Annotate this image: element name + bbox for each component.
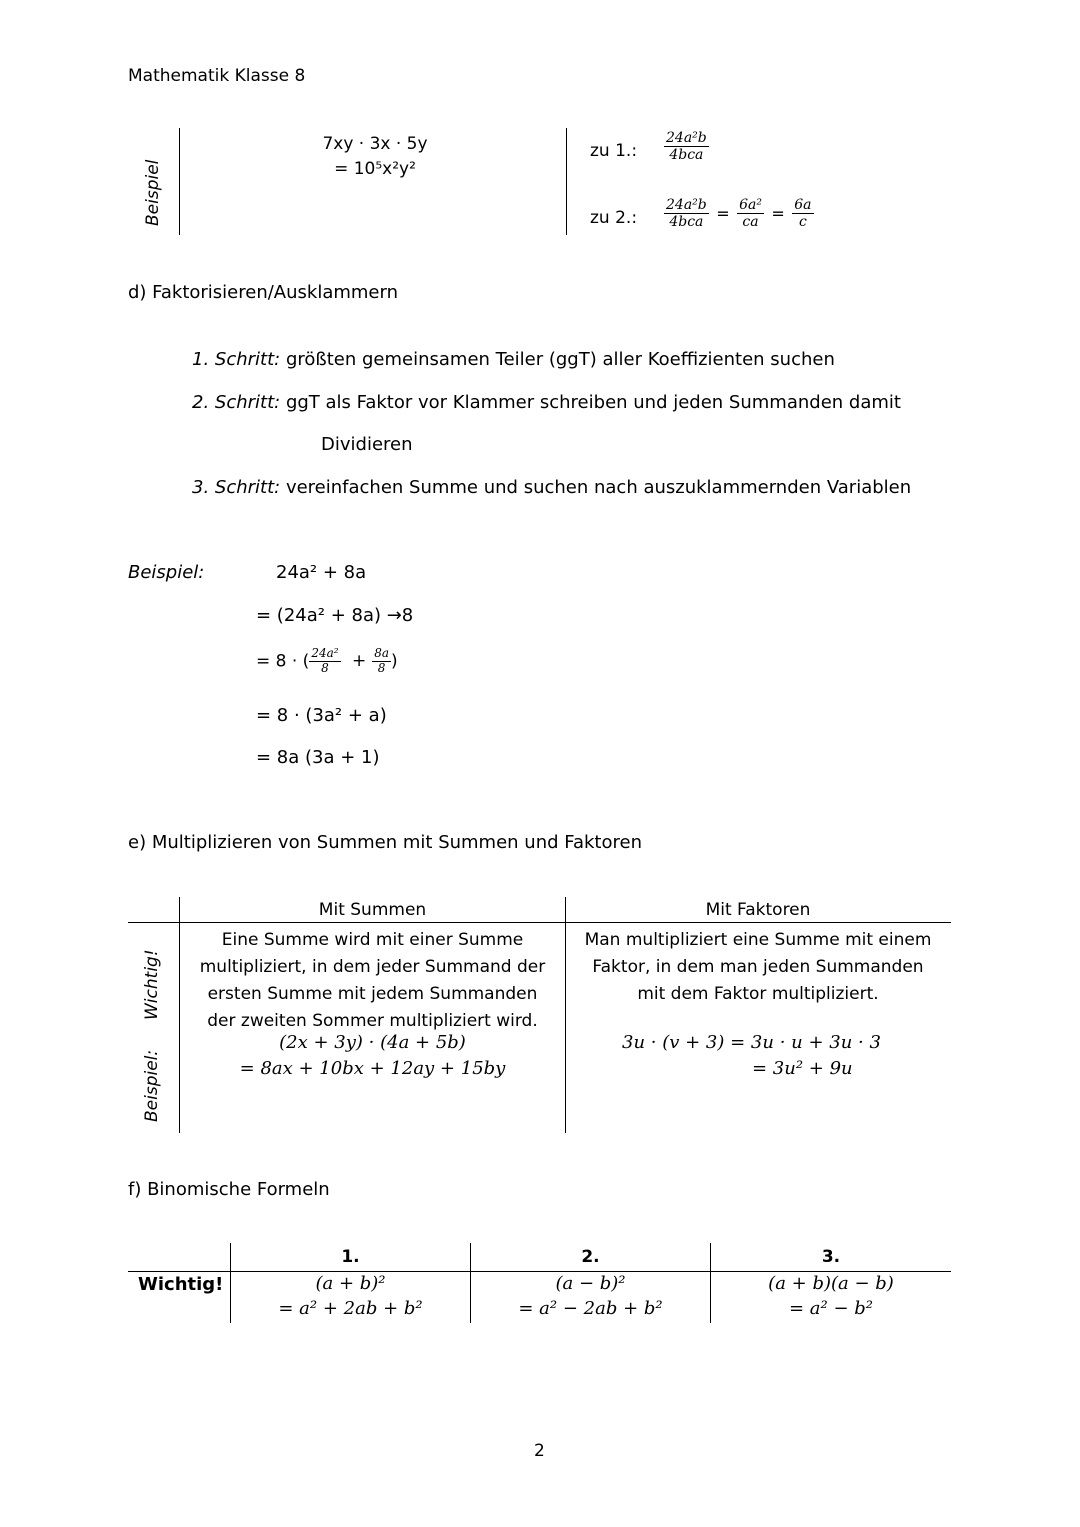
formula-3-line-2: = a² − b² xyxy=(788,1298,873,1319)
col-sums-text-line: Eine Summe wird mit einer Summe xyxy=(221,930,524,950)
section-e-side-label-wichtig: Wichtig! xyxy=(142,949,162,1020)
fraction-suffix: ) xyxy=(391,651,398,672)
formula-3-number: 3. xyxy=(821,1247,841,1267)
divider xyxy=(566,128,567,235)
formula-1-line-1: (a + b)² xyxy=(315,1273,386,1294)
step-2-label: 2. Schritt: xyxy=(192,392,281,413)
zu2-f3-den: c xyxy=(798,214,807,231)
section-e-side-label-beispiel: Beispiel: xyxy=(142,1049,162,1122)
col-factors-example-line-2: = 3u² + 9u xyxy=(752,1058,853,1079)
col-factors-text-line: Faktor, in dem man jeden Summanden xyxy=(592,957,924,977)
section-f-heading: f) Binomische Formeln xyxy=(128,1179,330,1200)
divider xyxy=(179,128,180,235)
col-sums-example-line-1: (2x + 3y) · (4a + 5b) xyxy=(279,1032,466,1053)
example-step: = (24a² + 8a) →8 xyxy=(256,605,414,626)
zu2-label: zu 2.: xyxy=(590,208,638,228)
zu2-f1-den: 4bca xyxy=(669,214,704,231)
example-step-fraction xyxy=(256,647,398,676)
step-1-label: 1. Schritt: xyxy=(192,349,281,370)
fraction-1-den: 8 xyxy=(321,660,329,675)
step-2 xyxy=(192,392,901,413)
formula-2-line-1: (a − b)² xyxy=(555,1273,626,1294)
zu1-fraction xyxy=(664,130,709,163)
formula-1-number: 1. xyxy=(341,1247,360,1267)
col-sums-text xyxy=(181,927,564,1035)
zu2-f3-num: 6a xyxy=(794,197,812,213)
fraction-2-den: 8 xyxy=(377,660,386,675)
col-factors-text-line: mit dem Faktor multipliziert. xyxy=(637,984,879,1004)
col-sums-example-line-2: = 8ax + 10bx + 12ay + 15by xyxy=(239,1058,506,1079)
equals-sign: = xyxy=(771,204,785,224)
step-2-continuation: Dividieren xyxy=(321,434,413,455)
plus-sign: + xyxy=(351,651,367,672)
step-1 xyxy=(192,349,835,370)
step-1-text: größten gemeinsamen Teiler (ggT) aller Koeffizienten suchen xyxy=(280,349,835,370)
formula-2-line-2: = a² − 2ab + b² xyxy=(518,1298,663,1319)
formula-1-line-2: = a² + 2ab + b² xyxy=(278,1298,423,1319)
step-2-text: ggT als Faktor vor Klammer schreiben und jeden Summanden damit xyxy=(280,392,901,413)
section-d-heading: d) Faktorisieren/Ausklammern xyxy=(128,282,398,303)
col-sums-text-line: multipliziert, in dem jeder Summand der xyxy=(199,957,546,977)
zu1-numerator: 24a²b xyxy=(666,130,707,146)
step-3-label: 3. Schritt: xyxy=(192,477,281,498)
equals-sign: = xyxy=(716,204,730,224)
page-header-title: Mathematik Klasse 8 xyxy=(128,66,306,86)
formula-3-line-1: (a + b)(a − b) xyxy=(768,1273,894,1294)
section-e-heading: e) Multiplizieren von Summen mit Summen und Faktoren xyxy=(128,832,642,853)
table-rule xyxy=(128,922,951,923)
zu2-f1-num: 24a²b xyxy=(666,197,707,213)
col-factors-example-line-1: 3u · (v + 3) = 3u · u + 3u · 3 xyxy=(622,1032,881,1053)
zu2-f2-den: ca xyxy=(742,214,759,231)
zu2-f2-num: 6a² xyxy=(739,197,762,213)
example-line-2: = 10⁵x²y² xyxy=(334,159,416,179)
example-expression: 24a² + 8a xyxy=(276,562,367,583)
step-3 xyxy=(192,477,911,498)
example-step: = 8 · (3a² + a) xyxy=(256,705,387,726)
col-factors-text-line: Man multipliziert eine Summe mit einem xyxy=(584,930,932,950)
top-example-side-label: Beispiel xyxy=(143,159,163,226)
section-d-example-label: Beispiel: xyxy=(128,562,205,583)
formula-2-number: 2. xyxy=(581,1247,600,1267)
fraction-2-num: 8a xyxy=(374,646,389,660)
col-factors-text xyxy=(567,927,949,1008)
fraction-1-num: 24a² xyxy=(311,646,339,660)
section-f-row-label: Wichtig! xyxy=(138,1274,224,1295)
col-sums-text-line: der zweiten Sommer multipliziert wird. xyxy=(207,1011,538,1031)
zu1-label: zu 1.: xyxy=(590,141,638,161)
divider xyxy=(179,897,180,1133)
step-3-text: vereinfachen Summe und suchen nach auszuklammernden Variablen xyxy=(280,477,912,498)
divider xyxy=(565,897,566,1133)
page-number: 2 xyxy=(534,1441,545,1461)
col-sums-header: Mit Summen xyxy=(318,900,427,920)
example-line-1: 7xy · 3x · 5y xyxy=(322,134,428,154)
zu2-equation xyxy=(664,197,814,230)
example-result: = 8a (3a + 1) xyxy=(256,747,380,768)
col-factors-header: Mit Faktoren xyxy=(705,900,811,920)
table-rule xyxy=(128,1271,951,1272)
col-sums-text-line: ersten Summe mit jedem Summanden xyxy=(207,984,538,1004)
zu1-denominator: 4bca xyxy=(669,147,704,164)
fraction-prefix: = 8 · ( xyxy=(256,651,310,672)
